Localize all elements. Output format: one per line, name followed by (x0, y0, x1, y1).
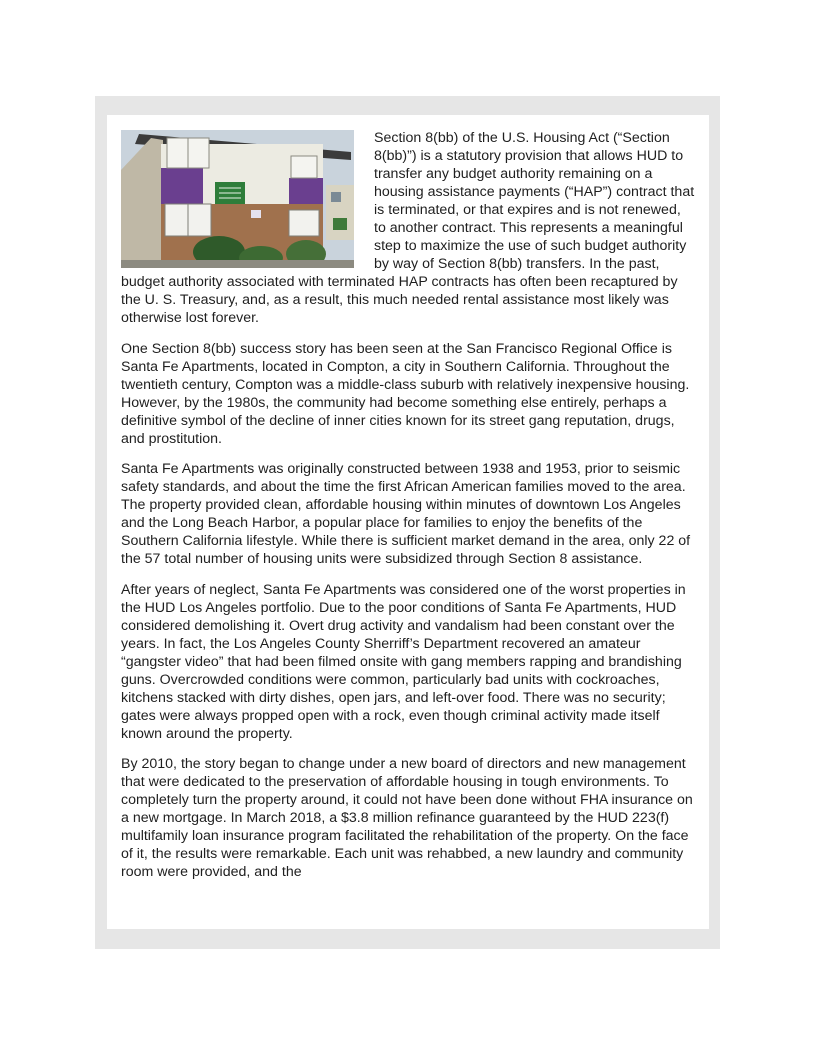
article-panel (107, 115, 709, 929)
paragraph-section-8bb-intro: Section 8(bb) of the U.S. Housing Act (“Section 8(bb)”) is a statutory provision that allows HUD to transfer any budget authority remaining on a housing assistance payments (“HAP”) contract that is terminated, or that expires and is not renewed, to another contract. This represents a meaningful step to maximize the use of such budget authority by way of Section 8(bb) transfers. In the past, budget authority associated with terminated HAP contracts has often been recaptured by the U. S. Treasury, and, as a result, this much needed rental assistance most likely was otherwise lost forever. (121, 130, 695, 326)
paragraph-construction-history: Santa Fe Apartments was originally constructed between 1938 and 1953, prior to seismic safety standards, and about the time the first African American families moved to the area. The property provided clean, affordable housing within minutes of downtown Los Angeles and the Long Beach Harbor, a popular place for families to enjoy the benefits of the Southern California lifestyle. While there is sufficient market demand in the area, only 22 of the 57 total number of housing units were subsidized through Section 8 assistance. (121, 461, 691, 567)
article-frame (95, 96, 720, 949)
article-body (121, 129, 695, 894)
paragraph-turnaround: By 2010, the story began to change under a new board of directors and new management that were dedicated to the preservation of affordable housing in tough environments. To completely turn the property around, it could not have been done without FHA insurance on a new mortgage. In March 2018, a $3.8 million refinance guaranteed by the HUD 223(f) multifamily loan insurance program facilitated the rehabilitation of the property. On the face of it, the results were remarkable. Each unit was rehabbed, a new laundry and community room were provided, and the (121, 756, 693, 880)
paragraph-neglect: After years of neglect, Santa Fe Apartments was considered one of the worst properties in the HUD Los Angeles portfolio. Due to the poor conditions of Santa Fe Apartments, HUD considered demolishing it. Overt drug activity and vandalism had been constant over the years. In fact, the Los Angeles County Sherriff’s Department recovered an amateur “gangster video” that had been filmed onsite with gang members rapping and brandishing guns. Overcrowded conditions were common, particularly bad units with cockroaches, kitchens stacked with dirty dishes, open jars, and left-over food. There was no security; gates were always propped open with a rock, even though criminal activity made itself known around the property. (121, 581, 686, 742)
apartment-building-photo (121, 130, 354, 268)
paragraph-success-story: One Section 8(bb) success story has been seen at the San Francisco Regional Office is Santa Fe Apartments, located in Compton, a city in Southern California. Throughout the twentieth century, Compton was a middle-class suburb with relatively inexpensive housing. However, by the 1980s, the community had become something else entirely, perhaps a definitive symbol of the decline of inner cities known for its street gang reputation, drugs, and prostitution. (121, 340, 690, 447)
